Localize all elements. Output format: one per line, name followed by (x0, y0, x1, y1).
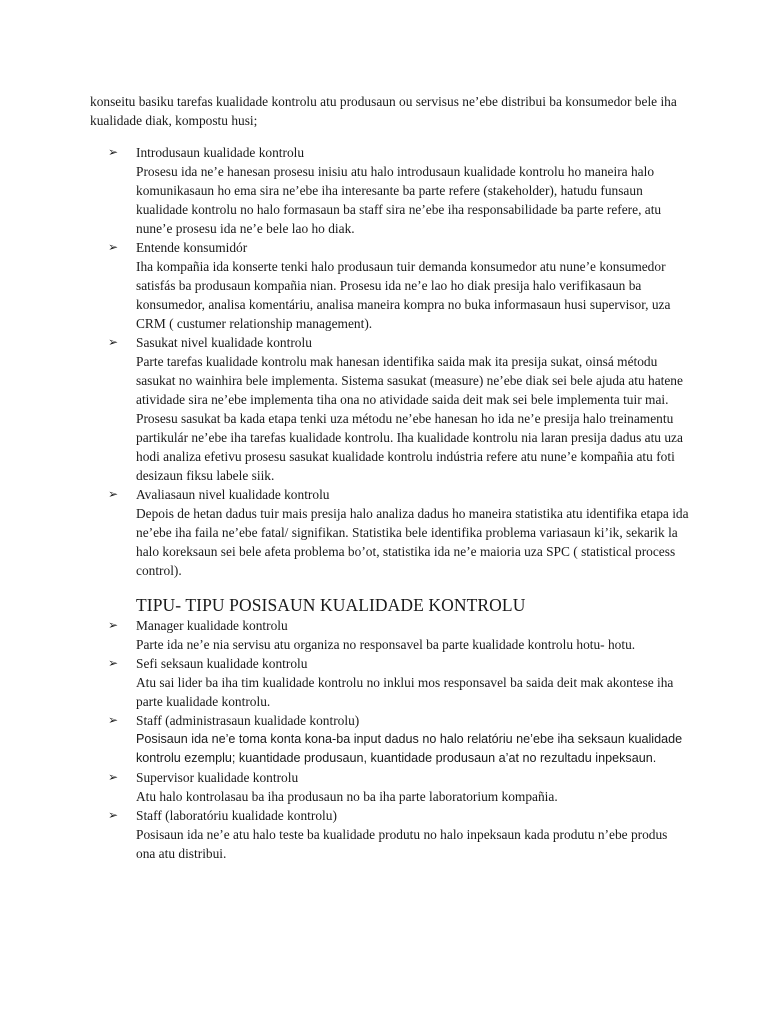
item-title: Sasukat nivel kualidade kontrolu (136, 335, 312, 350)
arrow-bullet-icon: ➢ (108, 656, 119, 670)
list-item (90, 485, 690, 580)
quality-control-tasks-list (90, 143, 690, 580)
arrow-bullet-icon: ➢ (108, 335, 119, 349)
item-body: Parte ida ne’e nia servisu atu organiza no responsavel ba parte kualidade kontrolu hotu- hotu. (136, 637, 636, 652)
item-body: Parte tarefas kualidade kontrolu mak hanesan identifika saida mak ita presija sukat, oinsá métodu sasukat no wainhira bele implementa. Sistema sasukat (measure) ne’ebe diak sei bele ajuda atu hatene atividade sira ne’ebe implementa tiha ona no atividade saida deit mak sei bele implementa tuir mai. Prosesu sasukat ba kada etapa tenki uza métodu ne’ebe hanesan ho ida ne’e presija halo treinamentu partikulár ne’ebe iha tarefas kualidade kontrolu. Iha kualidade kontrolu nia laran presija dadus atu uza hodi analiza efetivu prosesu sasukat kualidade kontrolu indústria refere atu nune’e kompañia atu foti desizaun fiksu labele siik. (136, 354, 683, 483)
arrow-bullet-icon: ➢ (108, 145, 119, 159)
list-item (90, 806, 690, 863)
item-title: Avaliasaun nivel kualidade kontrolu (136, 487, 330, 502)
arrow-bullet-icon: ➢ (108, 618, 119, 632)
list-item (90, 143, 690, 238)
item-body: Prosesu ida ne’e hanesan prosesu inisiu atu halo introdusaun kualidade kontrolu ho maneira halo komunikasaun ho ema sira ne’ebe iha interesante ba parte refere (stakeholder), hatudu funsaun kualidade kontrolu no halo formasaun ba staff sira ne’ebe iha responsabilidade ba parte refere, atu nune’e prosesu ida ne’e bele lao ho diak. (136, 164, 662, 236)
list-item (90, 238, 690, 333)
section-heading: TIPU- TIPU POSISAUN KUALIDADE KONTROLU (136, 595, 526, 615)
item-title: Staff (laboratóriu kualidade kontrolu) (136, 808, 337, 823)
arrow-bullet-icon: ➢ (108, 770, 119, 784)
list-item (90, 768, 690, 806)
list-item (90, 333, 690, 485)
quality-control-positions-list (90, 616, 690, 863)
item-body: Atu sai lider ba iha tim kualidade kontrolu no inklui mos responsavel ba saida deit mak akontese iha parte kualidade kontrolu. (136, 675, 674, 709)
item-title: Manager kualidade kontrolu (136, 618, 288, 633)
item-title: Sefi seksaun kualidade kontrolu (136, 656, 308, 671)
arrow-bullet-icon: ➢ (108, 713, 119, 727)
item-body: Posisaun ida ne’e toma konta kona-ba input dadus no halo relatóriu ne’ebe iha seksaun kualidade kontrolu ezemplu; kuantidade produsaun, kuantidade produsaun a’at no rezultadu inpeksaun. (136, 732, 683, 765)
arrow-bullet-icon: ➢ (108, 808, 119, 822)
item-body: Iha kompañia ida konserte tenki halo produsaun tuir demanda konsumedor atu nune’e konsumedor satisfás ba produsaun kompañia nian. Prosesu ida ne’e lao ho diak presija halo verifikasaun ba konsumedor, analisa komentáriu, analisa maneira kompra no buka informasaun husi supervisor, uza CRM ( custumer relationship management). (136, 259, 671, 331)
item-body: Atu halo kontrolasau ba iha produsaun no ba iha parte laboratorium kompañia. (136, 789, 558, 804)
intro-paragraph: konseitu basiku tarefas kualidade kontrolu atu produsaun ou servisus ne’ebe distribui ba konsumedor bele iha kualidade diak, kompostu husi; (90, 94, 677, 128)
list-item (90, 654, 690, 711)
list-item (90, 616, 690, 654)
item-title: Introdusaun kualidade kontrolu (136, 145, 305, 160)
item-title: Staff (administrasaun kualidade kontrolu) (136, 713, 360, 728)
item-title: Supervisor kualidade kontrolu (136, 770, 299, 785)
item-body: Posisaun ida ne’e atu halo teste ba kualidade produtu no halo inpeksaun kada produtu n’ebe produs ona atu distribui. (136, 827, 668, 861)
item-body: Depois de hetan dadus tuir mais presija halo analiza dadus ho maneira statistika atu identifika etapa ida ne’ebe iha faila ne’ebe fatal/ signifikan. Statistika bele identifika problema variasaun ki’ik, sekarik la halo koreksaun sei bele afeta problema bo’ot, statistika ida ne’e maioria uza SPC ( statistical process control). (136, 506, 689, 578)
list-item (90, 711, 690, 768)
item-title: Entende konsumidór (136, 240, 248, 255)
arrow-bullet-icon: ➢ (108, 487, 119, 501)
arrow-bullet-icon: ➢ (108, 240, 119, 254)
